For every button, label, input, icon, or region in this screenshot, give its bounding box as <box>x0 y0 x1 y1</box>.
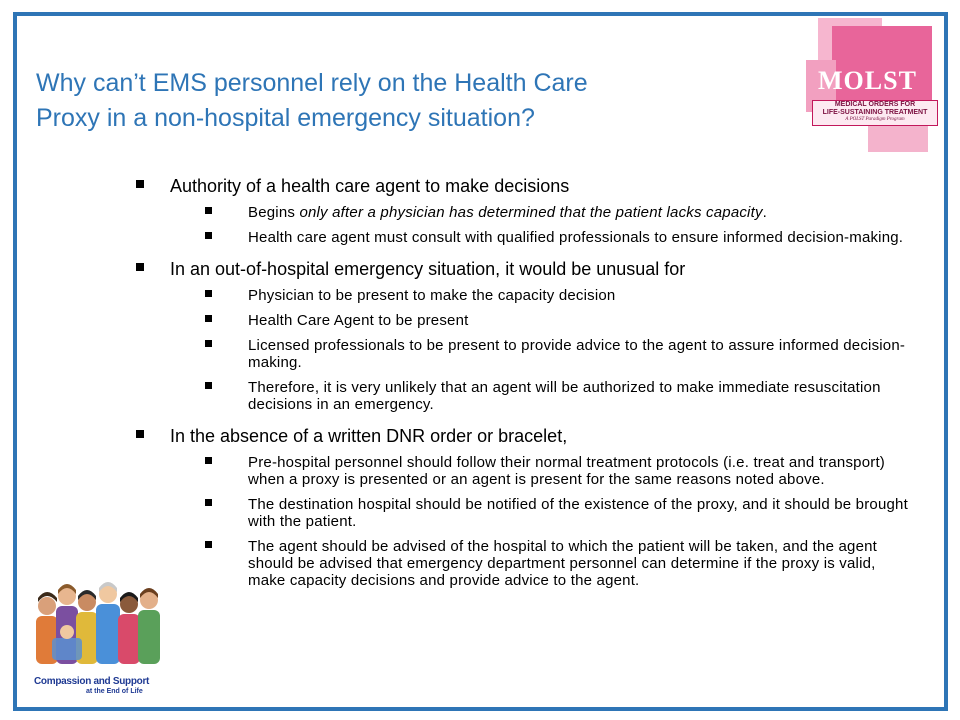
bullet-marker <box>205 232 212 239</box>
sub-bullet <box>205 538 911 589</box>
bullet-1 <box>136 176 911 246</box>
molst-caption-line-2: LIFE-SUSTAINING TREATMENT <box>822 109 928 116</box>
sub-bullet-text: The destination hospital should be notified of the existence of the proxy, and it should be brought with the patient. <box>248 496 908 530</box>
molst-caption-line-1: MEDICAL ORDERS FOR <box>834 101 916 108</box>
sub-bullet-text: Health care agent must consult with qualified professionals to ensure informed decision-making. <box>248 229 904 246</box>
title-line-2: Proxy in a non-hospital emergency situation? <box>36 104 535 132</box>
sub-bullet <box>205 287 911 304</box>
bullet-marker <box>136 180 144 188</box>
molst-caption <box>812 100 938 126</box>
sub-bullet <box>205 496 911 530</box>
sub-bullet-text-end: . <box>762 204 768 221</box>
person-icon <box>96 582 120 664</box>
bullet-marker <box>205 207 212 214</box>
sub-bullet-text: Begins <box>248 204 300 221</box>
bullet-marker <box>205 340 212 347</box>
bullet-3-text: In the absence of a written DNR order or bracelet, <box>170 426 568 446</box>
sub-bullet <box>205 204 911 221</box>
sub-bullet <box>205 312 911 329</box>
bullet-marker <box>205 382 212 389</box>
bullet-marker <box>136 430 144 438</box>
bullet-1-text: Authority of a health care agent to make decisions <box>170 176 570 196</box>
bullet-marker <box>205 541 212 548</box>
child-head <box>60 625 74 639</box>
org-tagline: at the End of Life <box>86 688 143 695</box>
sub-bullet-text: Licensed professionals to be present to provide advice to the agent to assure informed decision-making. <box>248 337 906 371</box>
sub-bullet <box>205 454 911 488</box>
sub-bullet-text: Pre-hospital personnel should follow their normal treatment protocols (i.e. treat and transport) when a proxy is presented or an agent is present for the same reasons noted above. <box>248 454 886 488</box>
bullet-marker <box>136 263 144 271</box>
bullet-marker <box>205 499 212 506</box>
slide-title <box>36 66 776 136</box>
people-illustration <box>30 576 170 676</box>
person-icon <box>118 592 140 664</box>
bullet-3 <box>136 426 911 589</box>
sub-bullet-emphasis: only after a physician has determined that the patient lacks capacity <box>299 204 763 221</box>
sub-bullet-text: Physician to be present to make the capacity decision <box>248 287 616 304</box>
sub-bullet-text: Health Care Agent to be present <box>248 312 469 329</box>
title-line-1: Why can’t EMS personnel rely on the Health Care <box>36 69 588 97</box>
child-figure <box>52 638 82 660</box>
molst-caption-line-3: A POLST Paradigm Program <box>845 117 905 122</box>
sub-bullet <box>205 229 911 246</box>
bullet-marker <box>205 315 212 322</box>
org-name: Compassion and Support <box>34 676 150 687</box>
bullet-2 <box>136 259 911 413</box>
molst-wordmark: MOLST <box>818 66 917 95</box>
bullet-marker <box>205 290 212 297</box>
bullet-marker <box>205 457 212 464</box>
bullet-2-text: In an out-of-hospital emergency situation, it would be unusual for <box>170 259 686 279</box>
sub-bullet <box>205 379 911 413</box>
sub-bullet-text: Therefore, it is very unlikely that an agent will be authorized to make immediate resuscitation decisions in an emergency. <box>248 379 881 413</box>
sub-bullet-text: The agent should be advised of the hospital to which the patient will be taken, and the agent should be advised that emergency department personnel can determine if the proxy is valid, make capacity decisions and provide advice to the agent. <box>248 538 878 589</box>
person-icon <box>138 588 160 664</box>
sub-bullet <box>205 337 911 371</box>
bullet-list <box>136 176 911 602</box>
